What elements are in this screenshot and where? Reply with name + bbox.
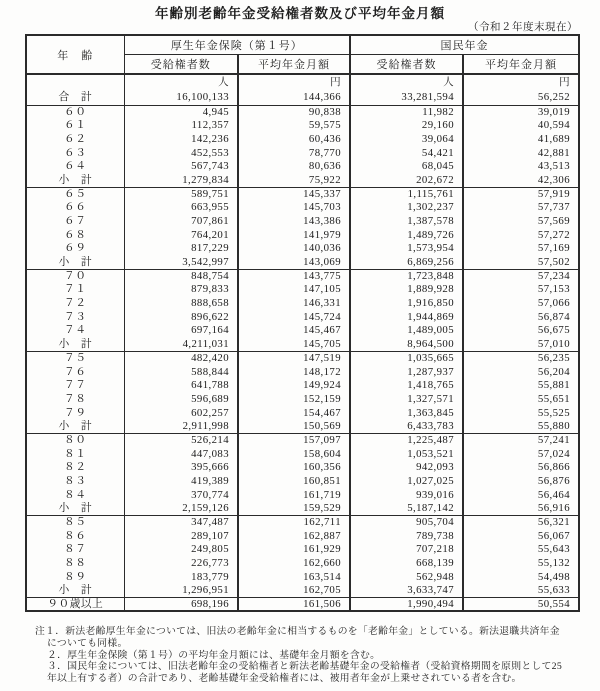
total-value: 16,100,133 bbox=[176, 90, 229, 103]
value-cell: 896,622 bbox=[124, 310, 238, 324]
age-row bbox=[26, 447, 579, 461]
value-cell: 1,418,765 bbox=[350, 379, 463, 393]
age-label: ８９ bbox=[64, 570, 87, 583]
col-header-recipients-kosei: 受給権者数 bbox=[124, 54, 238, 74]
value-cell: 55,643 bbox=[463, 543, 579, 557]
unit-yen: 円 bbox=[559, 77, 570, 89]
value-cell: 57,569 bbox=[463, 215, 579, 229]
age-label: ６４ bbox=[64, 160, 87, 173]
value-cell: 5,187,142 bbox=[350, 502, 463, 516]
age-row bbox=[26, 543, 579, 557]
age-label: 小 計 bbox=[58, 337, 93, 350]
value-cell: 668,139 bbox=[350, 557, 463, 571]
age-row bbox=[26, 475, 579, 489]
value-cell: 707,218 bbox=[350, 543, 463, 557]
value-cell: 160,851 bbox=[238, 475, 350, 489]
value-cell: 1,990,494 bbox=[350, 598, 463, 612]
value-cell: 57,234 bbox=[463, 269, 579, 283]
value-cell: 140,036 bbox=[238, 242, 350, 256]
total-value-cell bbox=[238, 74, 350, 105]
value-cell: 289,107 bbox=[124, 529, 238, 543]
value-cell: 68,045 bbox=[350, 160, 463, 174]
age-label: ６３ bbox=[64, 146, 87, 159]
age-label: 小 計 bbox=[58, 584, 93, 597]
value-cell: 146,331 bbox=[238, 297, 350, 311]
value-cell: 848,754 bbox=[124, 269, 238, 283]
col-header-age: 年 齢 bbox=[26, 35, 124, 74]
value-cell: 562,948 bbox=[350, 570, 463, 584]
value-cell: 149,924 bbox=[238, 379, 350, 393]
age-label: ６９ bbox=[64, 242, 87, 255]
value-cell: 1,387,578 bbox=[350, 215, 463, 229]
value-cell: 150,569 bbox=[238, 420, 350, 434]
age-row bbox=[26, 242, 579, 256]
age-label: ８１ bbox=[64, 447, 87, 460]
age-label: ９０歳以上 bbox=[26, 598, 124, 612]
age-label: ７９ bbox=[64, 406, 87, 419]
value-cell: 161,719 bbox=[238, 488, 350, 502]
age-row bbox=[26, 132, 579, 146]
footnote-line: 注１．新法老齢厚生年金については、旧法の老齢年金に相当するものを「老齢年金」としている。新法退職共済年金 bbox=[35, 626, 560, 637]
value-cell: 42,881 bbox=[463, 146, 579, 160]
value-cell: 249,805 bbox=[124, 543, 238, 557]
value-cell: 41,689 bbox=[463, 132, 579, 146]
value-cell: 2,911,998 bbox=[124, 420, 238, 434]
total-value-cell bbox=[350, 74, 463, 105]
value-cell: 145,724 bbox=[238, 310, 350, 324]
value-cell: 159,529 bbox=[238, 502, 350, 516]
subtotal-row bbox=[26, 502, 579, 516]
footnote-line: 年以上有する者）の合計であり、老齢基礎年金受給権者には、被用者年金が上乗せされている者を含む。 bbox=[47, 673, 522, 685]
age-row bbox=[26, 283, 579, 297]
value-cell: 817,229 bbox=[124, 242, 238, 256]
value-cell: 42,306 bbox=[463, 173, 579, 187]
value-cell: 4,945 bbox=[124, 105, 238, 119]
unit-person: 人 bbox=[443, 77, 454, 89]
value-cell: 1,489,726 bbox=[350, 228, 463, 242]
age-label: ８７ bbox=[64, 543, 87, 556]
col-header-recipients-kokumin: 受給権者数 bbox=[350, 54, 463, 74]
value-cell: 145,703 bbox=[238, 201, 350, 215]
value-cell: 145,467 bbox=[238, 324, 350, 338]
age-label: ６０ bbox=[26, 105, 124, 119]
value-cell: 143,069 bbox=[238, 256, 350, 270]
date-note: （令和２年度末現在） bbox=[468, 22, 578, 33]
value-cell: 1,489,005 bbox=[350, 324, 463, 338]
value-cell: 56,916 bbox=[463, 502, 579, 516]
value-cell: 226,773 bbox=[124, 557, 238, 571]
value-cell: 526,214 bbox=[124, 434, 238, 448]
value-cell: 162,711 bbox=[238, 516, 350, 530]
value-cell: 161,929 bbox=[238, 543, 350, 557]
value-cell: 11,982 bbox=[350, 105, 463, 119]
value-cell: 141,979 bbox=[238, 228, 350, 242]
value-cell: 1,053,521 bbox=[350, 447, 463, 461]
age-row bbox=[26, 406, 579, 420]
value-cell: 447,083 bbox=[124, 447, 238, 461]
age-label: ６２ bbox=[64, 132, 87, 145]
value-cell: 939,016 bbox=[350, 488, 463, 502]
value-cell: 57,737 bbox=[463, 201, 579, 215]
value-cell: 162,660 bbox=[238, 557, 350, 571]
age-label: ６８ bbox=[64, 228, 87, 241]
value-cell: 55,880 bbox=[463, 420, 579, 434]
age-label: ７６ bbox=[64, 365, 87, 378]
value-cell: 54,498 bbox=[463, 570, 579, 584]
value-cell: 347,487 bbox=[124, 516, 238, 530]
value-cell: 54,421 bbox=[350, 146, 463, 160]
age-label: ８６ bbox=[64, 529, 87, 542]
value-cell: 3,633,747 bbox=[350, 584, 463, 598]
value-cell: 55,881 bbox=[463, 379, 579, 393]
value-cell: 1,889,928 bbox=[350, 283, 463, 297]
value-cell: 50,554 bbox=[463, 598, 579, 612]
value-cell: 112,357 bbox=[124, 119, 238, 133]
value-cell: 879,833 bbox=[124, 283, 238, 297]
footnote-line: ２．厚生年金保険（第１号）の平均年金月額には、基礎年金月額を含む。 bbox=[47, 649, 381, 661]
age-row bbox=[26, 297, 579, 311]
age-row bbox=[26, 570, 579, 584]
age-row bbox=[26, 228, 579, 242]
age-row bbox=[26, 488, 579, 502]
page-title: 年齢別老齢年金受給権者数及び平均年金月額 bbox=[155, 6, 445, 21]
value-cell: 3,542,997 bbox=[124, 256, 238, 270]
value-cell: 56,675 bbox=[463, 324, 579, 338]
value-cell: 57,066 bbox=[463, 297, 579, 311]
value-cell: 482,420 bbox=[124, 351, 238, 365]
age-label: ８０ bbox=[26, 434, 124, 448]
age-row bbox=[26, 434, 579, 448]
age-row bbox=[26, 310, 579, 324]
header-row-groups bbox=[26, 35, 579, 54]
age-row bbox=[26, 392, 579, 406]
age-label: ８２ bbox=[64, 461, 87, 474]
value-cell: 147,519 bbox=[238, 351, 350, 365]
age-label: ８８ bbox=[64, 557, 87, 570]
value-cell: 39,019 bbox=[463, 105, 579, 119]
value-cell: 148,172 bbox=[238, 365, 350, 379]
value-cell: 57,153 bbox=[463, 283, 579, 297]
footnote-line: についても同様。 bbox=[47, 637, 128, 649]
value-cell: 2,159,126 bbox=[124, 502, 238, 516]
value-cell: 154,467 bbox=[238, 406, 350, 420]
age-label: 小 計 bbox=[58, 420, 93, 432]
value-cell: 1,027,025 bbox=[350, 475, 463, 489]
value-cell: 6,433,783 bbox=[350, 420, 463, 434]
value-cell: 39,064 bbox=[350, 132, 463, 146]
value-cell: 567,743 bbox=[124, 160, 238, 174]
value-cell: 56,874 bbox=[463, 310, 579, 324]
value-cell: 147,105 bbox=[238, 283, 350, 297]
value-cell: 1,035,665 bbox=[350, 351, 463, 365]
value-cell: 78,770 bbox=[238, 146, 350, 160]
age-row bbox=[26, 105, 579, 119]
age-label: ７２ bbox=[64, 297, 87, 310]
value-cell: 419,389 bbox=[124, 475, 238, 489]
value-cell: 888,658 bbox=[124, 297, 238, 311]
subtotal-row bbox=[26, 338, 579, 352]
value-cell: 905,704 bbox=[350, 516, 463, 530]
col-header-avg-kosei: 平均年金月額 bbox=[238, 54, 350, 74]
value-cell: 56,876 bbox=[463, 475, 579, 489]
total-label: 合 計 bbox=[58, 90, 93, 103]
footnotes bbox=[35, 626, 583, 685]
age-row bbox=[26, 461, 579, 475]
value-cell: 60,436 bbox=[238, 132, 350, 146]
value-cell: 162,705 bbox=[238, 584, 350, 598]
subtotal-row bbox=[26, 256, 579, 270]
value-cell: 56,067 bbox=[463, 529, 579, 543]
age-label: ８３ bbox=[64, 475, 87, 487]
value-cell: 161,506 bbox=[238, 598, 350, 612]
age-row bbox=[26, 324, 579, 338]
age-row bbox=[26, 160, 579, 174]
age-row bbox=[26, 269, 579, 283]
age-label: ７８ bbox=[64, 392, 87, 405]
value-cell: 56,866 bbox=[463, 461, 579, 475]
value-cell: 641,788 bbox=[124, 379, 238, 393]
value-cell: 57,272 bbox=[463, 228, 579, 242]
value-cell: 589,751 bbox=[124, 187, 238, 201]
col-header-avg-kokumin: 平均年金月額 bbox=[463, 54, 579, 74]
value-cell: 663,955 bbox=[124, 201, 238, 215]
value-cell: 395,666 bbox=[124, 461, 238, 475]
value-cell: 1,363,845 bbox=[350, 406, 463, 420]
value-cell: 80,636 bbox=[238, 160, 350, 174]
age-label: 小 計 bbox=[58, 502, 93, 515]
pension-table bbox=[25, 34, 580, 612]
age-label: ６５ bbox=[26, 187, 124, 201]
unit-yen: 円 bbox=[330, 77, 341, 89]
value-cell: 183,779 bbox=[124, 570, 238, 584]
value-cell: 1,302,237 bbox=[350, 201, 463, 215]
value-cell: 1,327,571 bbox=[350, 392, 463, 406]
age-label: ７０ bbox=[26, 269, 124, 283]
age-row bbox=[26, 146, 579, 160]
age-label: ６７ bbox=[64, 214, 87, 227]
value-cell: 602,257 bbox=[124, 406, 238, 420]
value-cell: 57,169 bbox=[463, 242, 579, 256]
total-value: 56,252 bbox=[537, 90, 570, 103]
unit-person: 人 bbox=[218, 77, 229, 89]
value-cell: 8,964,500 bbox=[350, 338, 463, 352]
age-row bbox=[26, 351, 579, 365]
value-cell: 40,594 bbox=[463, 119, 579, 133]
value-cell: 160,356 bbox=[238, 461, 350, 475]
value-cell: 55,651 bbox=[463, 392, 579, 406]
value-cell: 157,097 bbox=[238, 434, 350, 448]
value-cell: 163,514 bbox=[238, 570, 350, 584]
age-row bbox=[26, 365, 579, 379]
value-cell: 56,235 bbox=[463, 351, 579, 365]
age-row bbox=[26, 529, 579, 543]
value-cell: 697,164 bbox=[124, 324, 238, 338]
value-cell: 145,705 bbox=[238, 338, 350, 352]
age-label: ７１ bbox=[64, 283, 87, 296]
value-cell: 56,464 bbox=[463, 488, 579, 502]
age-row bbox=[26, 215, 579, 229]
age-row bbox=[26, 119, 579, 133]
value-cell: 698,196 bbox=[124, 598, 238, 612]
value-cell: 142,236 bbox=[124, 132, 238, 146]
total-row bbox=[26, 74, 579, 105]
value-cell: 56,204 bbox=[463, 365, 579, 379]
age-row bbox=[26, 516, 579, 530]
value-cell: 57,241 bbox=[463, 434, 579, 448]
value-cell: 452,553 bbox=[124, 146, 238, 160]
total-value: 144,366 bbox=[303, 90, 341, 103]
total-value-cell bbox=[463, 74, 579, 105]
value-cell: 1,944,869 bbox=[350, 310, 463, 324]
value-cell: 57,502 bbox=[463, 256, 579, 270]
value-cell: 1,225,487 bbox=[350, 434, 463, 448]
age-label: ７５ bbox=[26, 351, 124, 365]
value-cell: 596,689 bbox=[124, 392, 238, 406]
value-cell: 1,723,848 bbox=[350, 269, 463, 283]
total-value-cell bbox=[124, 74, 238, 105]
value-cell: 90,838 bbox=[238, 105, 350, 119]
age-label: ７３ bbox=[64, 310, 87, 323]
subtotal-row bbox=[26, 420, 579, 434]
value-cell: 143,775 bbox=[238, 269, 350, 283]
age-row bbox=[26, 379, 579, 393]
subtotal-row bbox=[26, 584, 579, 598]
value-cell: 1,916,850 bbox=[350, 297, 463, 311]
age-row bbox=[26, 557, 579, 571]
value-cell: 1,296,951 bbox=[124, 584, 238, 598]
age-label: ８４ bbox=[64, 488, 87, 501]
value-cell: 56,321 bbox=[463, 516, 579, 530]
value-cell: 145,337 bbox=[238, 187, 350, 201]
age-label: 小 計 bbox=[58, 173, 93, 186]
age-row bbox=[26, 187, 579, 201]
value-cell: 1,115,761 bbox=[350, 187, 463, 201]
total-value: 33,281,594 bbox=[401, 90, 454, 103]
value-cell: 59,575 bbox=[238, 119, 350, 133]
age-label: 小 計 bbox=[58, 255, 93, 268]
value-cell: 55,132 bbox=[463, 557, 579, 571]
value-cell: 942,093 bbox=[350, 461, 463, 475]
value-cell: 4,211,031 bbox=[124, 338, 238, 352]
age-label: ７４ bbox=[64, 324, 87, 337]
value-cell: 789,738 bbox=[350, 529, 463, 543]
age-label: ６６ bbox=[64, 201, 87, 214]
footnote-line: ３．国民年金については、旧法老齢年金の受給権者と新法老齢基礎年金の受給権者（受給資格期間を原則として25 bbox=[47, 661, 563, 673]
value-cell: 152,159 bbox=[238, 392, 350, 406]
value-cell: 57,010 bbox=[463, 338, 579, 352]
value-cell: 57,024 bbox=[463, 447, 579, 461]
col-header-kokumin-group: 国民年金 bbox=[350, 35, 579, 54]
value-cell: 588,844 bbox=[124, 365, 238, 379]
subtotal-row bbox=[26, 173, 579, 187]
value-cell: 55,525 bbox=[463, 406, 579, 420]
age-label: ８５ bbox=[26, 516, 124, 530]
value-cell: 1,573,954 bbox=[350, 242, 463, 256]
value-cell: 143,386 bbox=[238, 215, 350, 229]
value-cell: 1,279,834 bbox=[124, 173, 238, 187]
value-cell: 707,861 bbox=[124, 215, 238, 229]
value-cell: 370,774 bbox=[124, 488, 238, 502]
value-cell: 75,922 bbox=[238, 173, 350, 187]
age-label: ６１ bbox=[64, 119, 87, 132]
value-cell: 202,672 bbox=[350, 173, 463, 187]
value-cell: 1,287,937 bbox=[350, 365, 463, 379]
value-cell: 6,869,256 bbox=[350, 256, 463, 270]
value-cell: 55,633 bbox=[463, 584, 579, 598]
value-cell: 764,201 bbox=[124, 228, 238, 242]
age-90-plus-row bbox=[26, 598, 579, 612]
value-cell: 43,513 bbox=[463, 160, 579, 174]
age-label: ７７ bbox=[64, 379, 87, 392]
value-cell: 158,604 bbox=[238, 447, 350, 461]
value-cell: 57,919 bbox=[463, 187, 579, 201]
value-cell: 162,887 bbox=[238, 529, 350, 543]
col-header-kosei-group: 厚生年金保険（第１号） bbox=[124, 35, 350, 54]
value-cell: 29,160 bbox=[350, 119, 463, 133]
age-row bbox=[26, 201, 579, 215]
